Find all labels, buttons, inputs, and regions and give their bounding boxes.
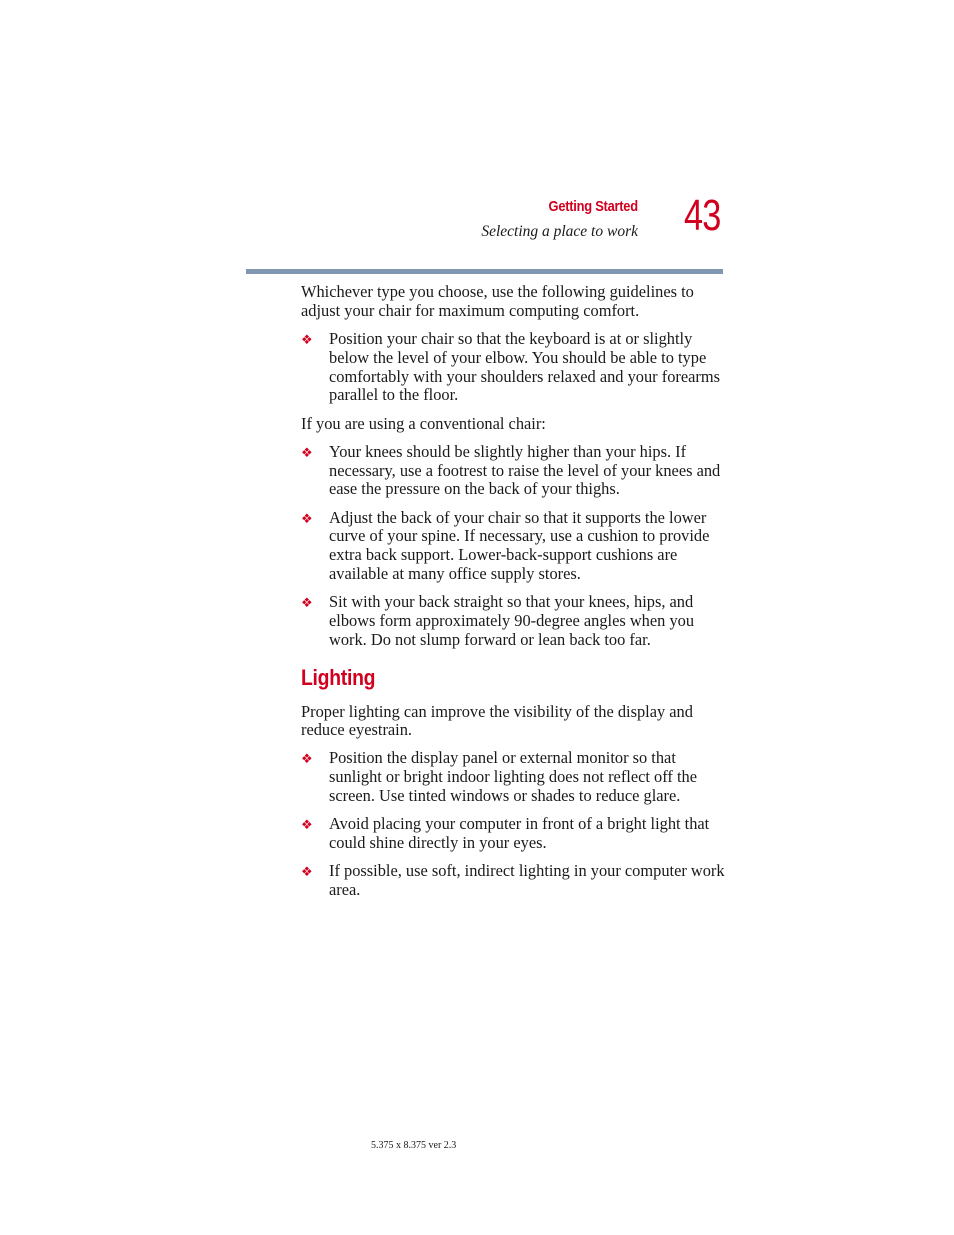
bullet-text: Position your chair so that the keyboard is at or slightly below the level of your elbow. You should be able to type comfortably with your shoulders relaxed and your forearms parallel to the floor. [329, 328, 720, 405]
conventional-chair-paragraph: If you are using a conventional chair: [301, 413, 546, 433]
diamond-bullet-icon: ❖ [301, 331, 313, 347]
bullet-item [301, 815, 726, 853]
page-number: 43 [684, 191, 721, 240]
diamond-bullet-icon: ❖ [301, 751, 313, 767]
section-heading-lighting: Lighting [301, 664, 376, 690]
bullet-text: Sit with your back straight so that your knees, hips, and elbows form approximately 90-degree angles when you work. Do not slump forward or lean back too far. [329, 592, 695, 649]
bullet-item [301, 443, 726, 499]
running-header-chapter: Getting Started [548, 198, 638, 215]
intro-paragraph: Whichever type you choose, use the following guidelines to adjust your chair for maximum computing comfort. [301, 282, 694, 320]
page-content [301, 283, 726, 909]
bullet-item [301, 593, 726, 649]
bullet-item [301, 862, 726, 900]
bullet-text: If possible, use soft, indirect lighting in your computer work area. [329, 861, 725, 900]
header-rule [246, 269, 723, 274]
diamond-bullet-icon: ❖ [301, 444, 313, 460]
footer-version: 5.375 x 8.375 ver 2.3 [371, 1140, 457, 1151]
bullet-item [301, 509, 726, 584]
bullet-text: Position the display panel or external monitor so that sunlight or bright indoor lighting does not reflect off the screen. Use tinted windows or shades to reduce glare. [329, 748, 697, 806]
bullet-text: Avoid placing your computer in front of a bright light that could shine directly in your eyes. [329, 814, 710, 853]
bullet-item [301, 749, 726, 805]
running-header-section: Selecting a place to work [481, 223, 638, 240]
diamond-bullet-icon: ❖ [301, 864, 313, 880]
diamond-bullet-icon: ❖ [301, 817, 313, 833]
diamond-bullet-icon: ❖ [301, 510, 313, 526]
bullet-text: Adjust the back of your chair so that it supports the lower curve of your spine. If necessary, use a cushion to provide extra back support. Lower-back-support cushions are available at many office supply stores. [329, 507, 710, 583]
bullet-item [301, 330, 726, 405]
lighting-intro-paragraph: Proper lighting can improve the visibility of the display and reduce eyestrain. [301, 701, 693, 740]
diamond-bullet-icon: ❖ [301, 595, 313, 611]
bullet-text: Your knees should be slightly higher than your hips. If necessary, use a footrest to raise the level of your knees and ease the pressure on the back of your thighs. [329, 441, 721, 499]
